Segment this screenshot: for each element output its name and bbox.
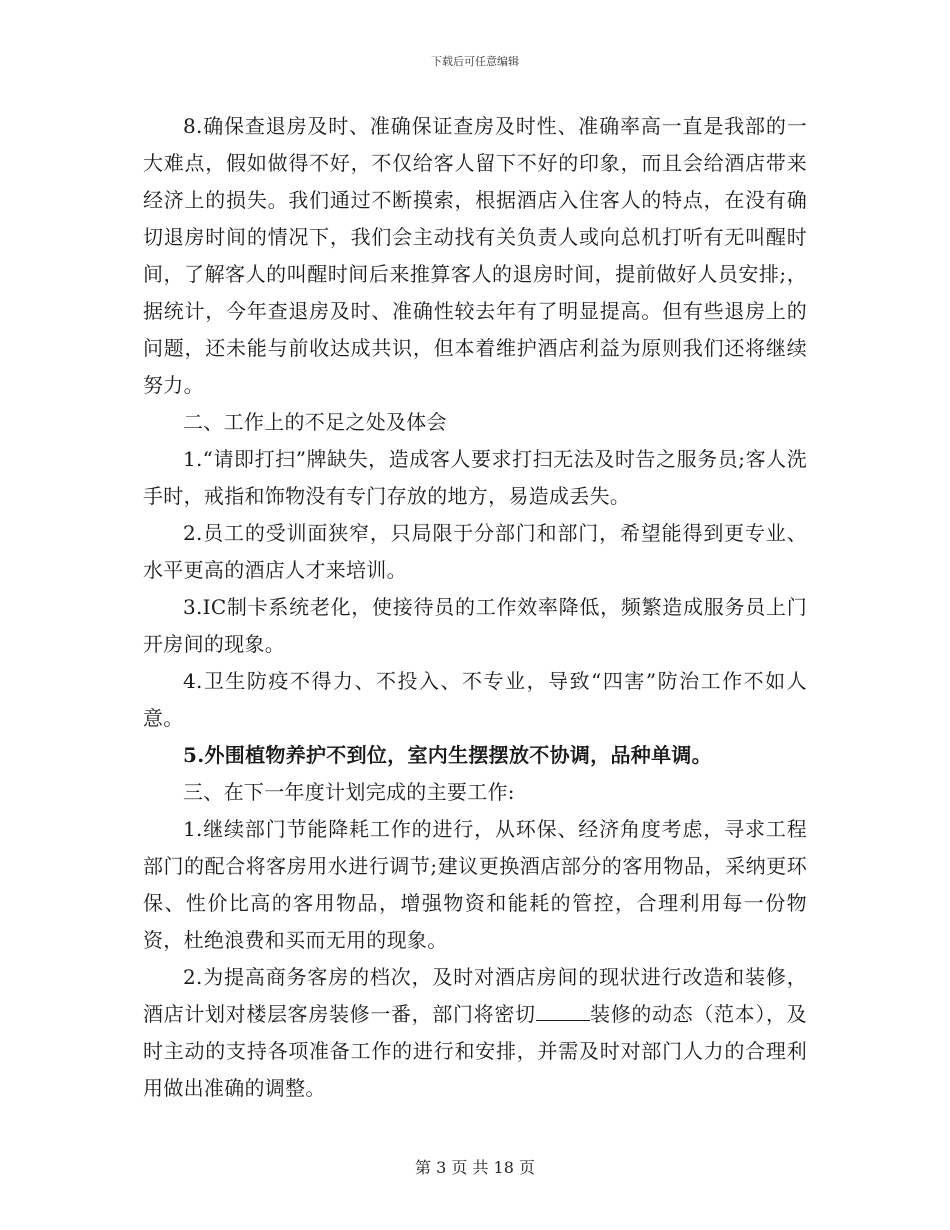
shortcoming-item-4: 4.卫生防疫不得力、不投入、不专业，导致“四害”防治工作不如人意。: [143, 669, 807, 730]
shortcoming-item-5: 5.外围植物养护不到位，室内生摆摆放不协调，品种单调。: [183, 743, 712, 767]
shortcoming-item-3: 3.IC制卡系统老化，使接待员的工作效率降低，频繁造成服务员上门开房间的现象。: [143, 595, 807, 656]
section-heading-shortcomings: 二、工作上的不足之处及体会: [183, 410, 447, 434]
plan-item-2-text-end: 装修的动态（范本），及时主动的支持各项准备工作的进行和安排，并需及时对部门人力的合理利用做出准确的调整。: [143, 1002, 807, 1100]
plan-item-2: [143, 959, 807, 1107]
plan-item-2-text-start: 2.为提高商务客房的档次，及时对酒店房间的现状进行改造和装修，酒店计划对楼层客房装修一番，部门将密切: [143, 965, 807, 1026]
section-heading-next-year-plan: 三、在下一年度计划完成的主要工作:: [183, 780, 515, 804]
plan-item-1: 1.继续部门节能降耗工作的进行，从环保、经济角度考虑，寻求工程部门的配合将客房用水进行调节;建议更换酒店部分的客用物品，采纳更环保、性价比高的客用物品，增强物资和能耗的管控，合理利用每一份物资，杜绝浪费和买而无用的现象。: [143, 817, 807, 952]
page-number-footer: 第 3 页 共 18 页: [415, 1158, 535, 1177]
shortcoming-item-1: 1.“请即打扫”牌缺失，造成客人要求打扫无法及时告之服务员;客人洗手时，戒指和饰物没有专门存放的地方，易造成丢失。: [143, 447, 807, 508]
shortcoming-item-2: 2.员工的受训面狭窄，只局限于分部门和部门，希望能得到更专业、水平更高的酒店人才来培训。: [143, 521, 807, 582]
fill-in-blank: [536, 1002, 590, 1021]
document-body: [143, 108, 807, 1107]
page-header-note: 下载后可任意编辑: [431, 55, 519, 68]
paragraph-item-8: 8.确保查退房及时、准确保证查房及时性、准确率高一直是我部的一大难点，假如做得不好，不仅给客人留下不好的印象，而且会给酒店带来经济上的损失。我们通过不断摸索，根据酒店入住客人的特点，在没有确切退房时间的情况下，我们会主动找有关负责人或向总机打听有无叫醒时间，了解客人的叫醒时间后来推算客人的退房时间，提前做好人员安排;，据统计，今年查退房及时、准确性较去年有了明显提高。但有些退房上的问题，还未能与前收达成共识，但本着维护酒店利益为原则我们还将继续努力。: [143, 114, 807, 397]
